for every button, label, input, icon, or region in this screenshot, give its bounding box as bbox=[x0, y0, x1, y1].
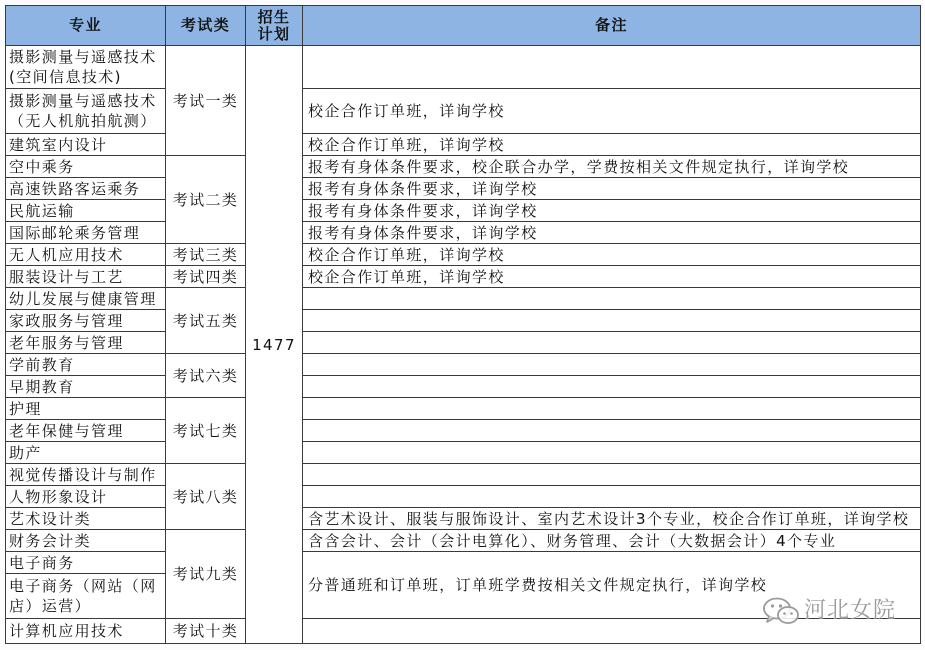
remark-cell bbox=[303, 310, 921, 332]
remark-cell bbox=[303, 288, 921, 310]
remark-cell: 校企合作订单班，详询学校 bbox=[303, 134, 921, 156]
header-enrollment-plan: 招生 计划 bbox=[246, 6, 303, 46]
major-cell: 建筑室内设计 bbox=[6, 134, 166, 156]
major-cell: 民航运输 bbox=[6, 200, 166, 222]
remark-cell: 校企合作订单班，详询学校 bbox=[303, 244, 921, 266]
exam-category-cell: 考试一类 bbox=[166, 46, 246, 156]
remark-cell bbox=[303, 376, 921, 398]
remark-cell bbox=[303, 442, 921, 464]
header-remarks: 备注 bbox=[303, 6, 921, 46]
major-cell: 服装设计与工艺 bbox=[6, 266, 166, 288]
exam-category-cell: 考试五类 bbox=[166, 288, 246, 354]
remark-cell bbox=[303, 332, 921, 354]
remark-cell bbox=[303, 420, 921, 442]
major-cell: 财务会计类 bbox=[6, 530, 166, 552]
remark-cell: 含艺术设计、服装与服饰设计、室内艺术设计3个专业，校企合作订单班，详询学校 bbox=[303, 508, 921, 530]
major-cell: 电子商务 bbox=[6, 552, 166, 574]
major-cell: 护理 bbox=[6, 398, 166, 420]
remark-cell bbox=[303, 398, 921, 420]
exam-category-cell: 考试四类 bbox=[166, 266, 246, 288]
major-cell: 艺术设计类 bbox=[6, 508, 166, 530]
exam-category-cell: 考试六类 bbox=[166, 354, 246, 398]
watermark-text: 河北女院 bbox=[804, 598, 897, 623]
enrollment-plan-cell: 1477 bbox=[246, 46, 303, 644]
major-cell: 摄影测量与遥感技术(空间信息技术) bbox=[6, 46, 166, 89]
exam-category-cell: 考试八类 bbox=[166, 464, 246, 530]
remark-cell bbox=[303, 464, 921, 486]
remark-cell: 含含会计、会计（会计电算化）、财务管理、会计（大数据会计）4个专业 bbox=[303, 530, 921, 552]
remark-cell bbox=[303, 354, 921, 376]
major-cell: 高速铁路客运乘务 bbox=[6, 178, 166, 200]
major-cell: 无人机应用技术 bbox=[6, 244, 166, 266]
remark-cell: 报考有身体条件要求，详询学校 bbox=[303, 222, 921, 244]
major-cell: 计算机应用技术 bbox=[6, 619, 166, 644]
major-cell: 早期教育 bbox=[6, 376, 166, 398]
major-cell: 视觉传播设计与制作 bbox=[6, 464, 166, 486]
remark-cell bbox=[303, 46, 921, 89]
exam-category-cell: 考试七类 bbox=[166, 398, 246, 464]
major-cell: 学前教育 bbox=[6, 354, 166, 376]
exam-category-cell: 考试九类 bbox=[166, 530, 246, 619]
major-cell: 空中乘务 bbox=[6, 156, 166, 178]
remark-cell: 报考有身体条件要求，校企联合办学，学费按相关文件规定执行，详询学校 bbox=[303, 156, 921, 178]
header-major: 专业 bbox=[6, 6, 166, 46]
remark-cell: 分普通班和订单班，订单班学费按相关文件规定执行，详询学校 bbox=[303, 552, 921, 619]
remark-cell: 报考有身体条件要求，详询学校 bbox=[303, 178, 921, 200]
major-cell: 老年保健与管理 bbox=[6, 420, 166, 442]
remark-cell: 校企合作订单班，详询学校 bbox=[303, 89, 921, 134]
exam-category-cell: 考试十类 bbox=[166, 619, 246, 644]
major-cell: 国际邮轮乘务管理 bbox=[6, 222, 166, 244]
major-cell: 幼儿发展与健康管理 bbox=[6, 288, 166, 310]
remark-cell bbox=[303, 619, 921, 644]
header-exam-category: 考试类 bbox=[166, 6, 246, 46]
major-cell: 摄影测量与遥感技术（无人机航拍航测） bbox=[6, 89, 166, 134]
exam-category-cell: 考试三类 bbox=[166, 244, 246, 266]
major-cell: 助产 bbox=[6, 442, 166, 464]
exam-category-cell: 考试二类 bbox=[166, 156, 246, 244]
admissions-table bbox=[5, 5, 921, 644]
major-cell: 家政服务与管理 bbox=[6, 310, 166, 332]
major-cell: 人物形象设计 bbox=[6, 486, 166, 508]
major-cell: 电子商务（网站（网店）运营） bbox=[6, 574, 166, 619]
remark-cell: 校企合作订单班，详询学校 bbox=[303, 266, 921, 288]
remark-cell: 报考有身体条件要求，详询学校 bbox=[303, 200, 921, 222]
remark-cell bbox=[303, 486, 921, 508]
major-cell: 老年服务与管理 bbox=[6, 332, 166, 354]
